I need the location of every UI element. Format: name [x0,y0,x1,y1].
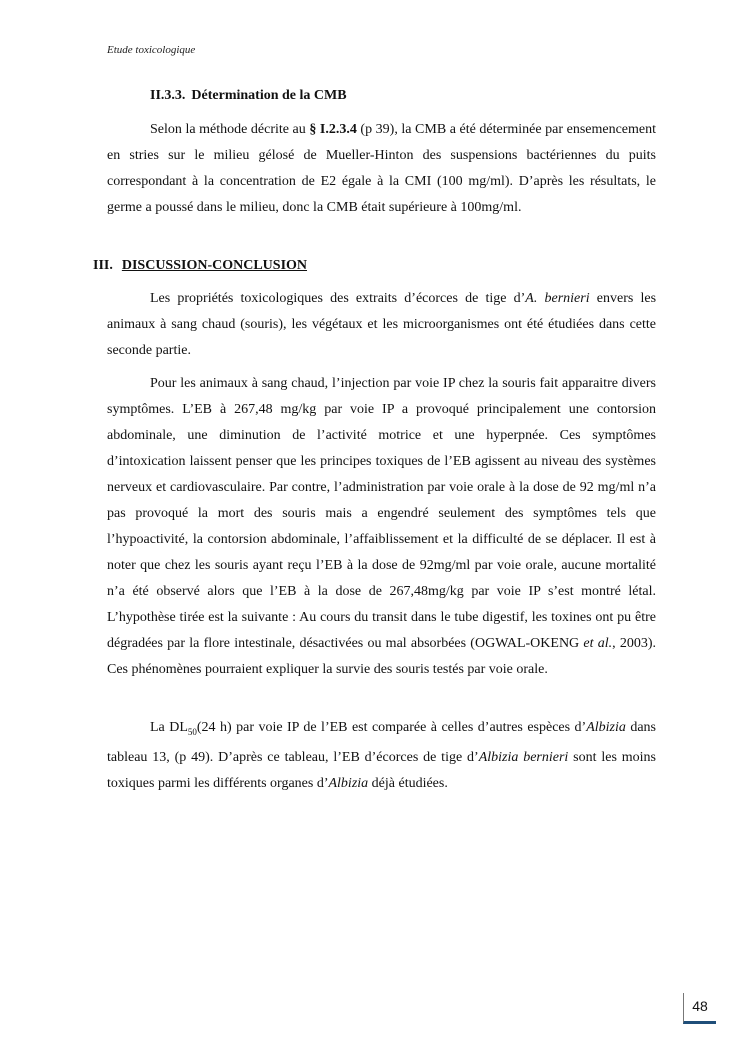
p4-text-c: dans tableau 13, (p 49). D’après ce tableau, l’EB d’écorces de tige d’ [107,720,656,765]
subsection-heading [150,88,347,104]
section-number: III. [93,258,113,273]
subsection-title: Détermination de la CMB [191,88,347,103]
p3-text-b: , 2003). Ces phénomènes pourraient expliquer la survie des souris testés par voie orale. [107,636,656,677]
p4-text-e: déjà étudiées. [368,775,448,791]
subsection-number: II.3.3. [150,88,186,103]
p1-reference: § I.2.3.4 [309,122,357,137]
running-header: Etude toxicologique [107,44,196,56]
p4-genus-1: Albizia [586,720,626,735]
paragraph-cmb [107,117,656,221]
page-number: 48 [683,993,716,1024]
p4-text-b: (24 h) par voie IP de l’EB est comparée à celles d’autres espèces d’ [196,720,587,735]
p1-text-a: Selon la méthode décrite au [150,122,310,137]
section-heading [93,258,307,274]
p4-genus-2: Albizia [328,775,369,791]
section-title: DISCUSSION-CONCLUSION [121,258,308,273]
paragraph-animals [107,371,656,683]
p4-subscript: 50 [187,726,197,737]
p2-species: A. bernieri [525,291,590,306]
p3-et-al: et al. [583,636,613,651]
p1-text-b: (p 39), la CMB a été déterminée par ensemencement en stries sur le milieu gélosé de Mueller-Hinton des suspensions bactériennes du puits correspondant à la concentration de E2 égale à la CMI (100 mg/ml). D’après les résultats, le germe a poussé dans le milieu, donc la CMB était supérieure à 100mg/ml. [107,122,657,215]
p4-text-d: sont les moins toxiques parmi les différents organes d’ [107,749,656,791]
p4-species: Albizia bernieri [478,749,569,765]
p4-text-a: La DL [150,720,188,735]
paragraph-dl50 [107,715,656,797]
p3-text-a: Pour les animaux à sang chaud, l’injection par voie IP chez la souris fait apparaitre divers symptômes. L’EB à 267,48 mg/kg par voie IP a provoqué principalement une contorsion abdominale, une diminution de l’activité motrice et une hyperpnée. Ces symptômes d’intoxication laissent penser que les principes toxiques de l’EB agissent au niveau des systèmes nerveux et cardiovasculaire. Par contre, l’administration par voie orale à la dose de 92 mg/ml n’a pas provoqué la mort des souris mais a engendré seulement des symptômes tels que l’hypoactivité, la contorsion abdominale, l’affaiblissement et la difficulté de se déplacer. Il est à noter que chez les souris ayant reçu l’EB à la dose de 92mg/ml par voie orale, aucune mortalité n’a été observé alors que l’EB à la dose de 267,48mg/kg par voie IP s’est montré létal. L’hypothèse tirée est la suivante : Au cours du transit dans le tube digestif, les toxines ont pu être dégradées par la flore intestinale, désactivées ou mal absorbées (OGWAL-OKENG [107,376,656,651]
p2-text-a: Les propriétés toxicologiques des extraits d’écorces de tige d’ [150,291,526,306]
paragraph-intro [107,286,656,364]
p2-text-b: envers les animaux à sang chaud (souris), les végétaux et les microorganismes ont été étudiées dans cette seconde partie. [107,291,657,358]
